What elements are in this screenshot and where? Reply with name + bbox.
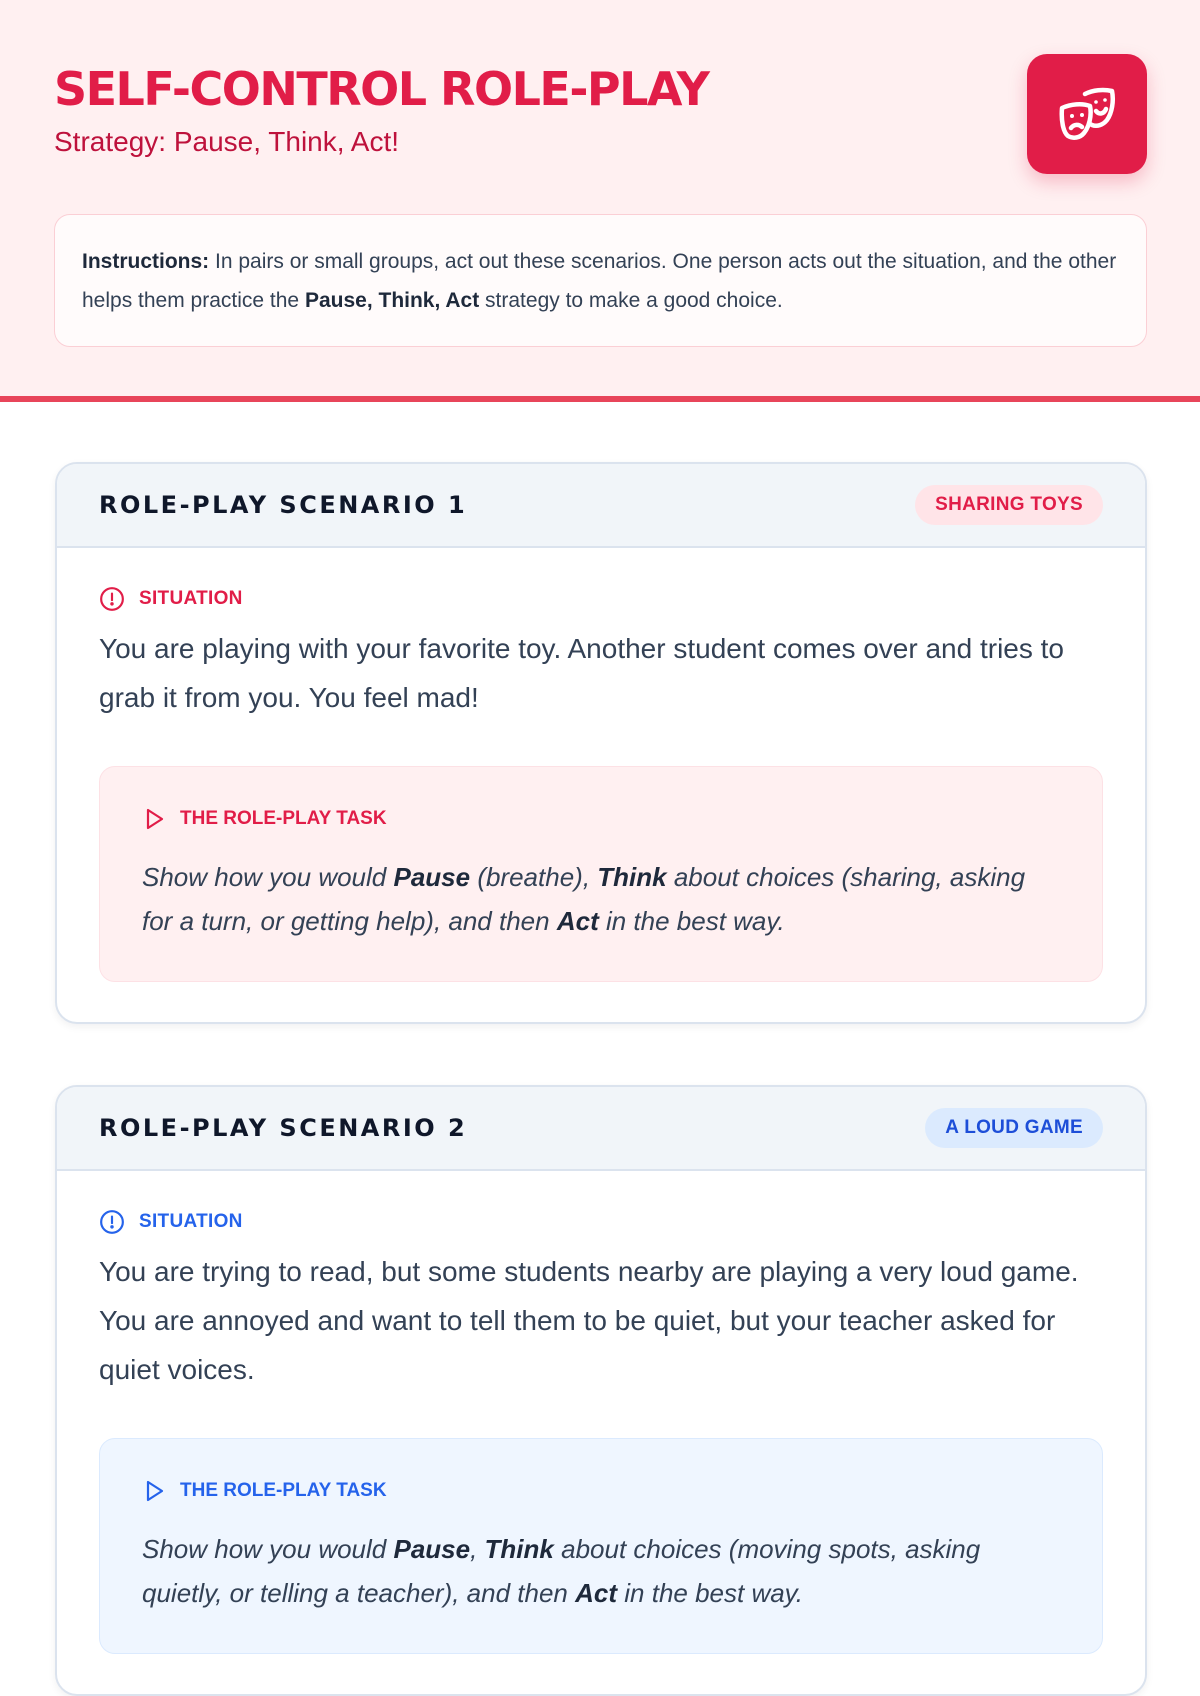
scenario-title: ROLE-PLAY SCENARIO 1 [99, 491, 468, 519]
task-text [142, 1527, 1060, 1615]
page-subtitle: Strategy: Pause, Think, Act! [54, 126, 399, 157]
task-text-part: (breathe), [470, 862, 598, 892]
instructions-text-a: In pairs or small groups, act out these scenarios. One person acts out the situation, and the other helps them practice the [82, 250, 1117, 312]
page-header [0, 0, 1200, 402]
situation-label: SITUATION [139, 1211, 243, 1232]
logo-tile [1027, 54, 1147, 174]
task-heading [142, 807, 1060, 831]
play-icon [142, 1479, 166, 1503]
task-text-part: in the best way. [617, 1578, 803, 1608]
situation-heading [99, 1209, 1103, 1235]
task-text-part: about choices (sharing, asking for a turn, or getting help), and then [142, 862, 1026, 936]
task-keyword-think: Think [484, 1534, 554, 1564]
task-text-part: about choices (moving spots, asking quietly, or telling a teacher), and then [142, 1534, 981, 1608]
role-play-task-box [99, 766, 1103, 982]
alert-circle-icon [99, 586, 125, 612]
task-text-part: Show how you would [142, 1534, 394, 1564]
situation-heading [99, 586, 1103, 612]
instructions-strategy: Pause, Think, Act [304, 289, 480, 312]
page-title: SELF-CONTROL ROLE-PLAY [54, 62, 709, 116]
scenario-card-2 [55, 1085, 1147, 1696]
scenario-card-header [57, 464, 1145, 548]
alert-circle-icon [99, 1209, 125, 1235]
situation-label: SITUATION [139, 588, 243, 609]
task-label: THE ROLE-PLAY TASK [180, 808, 387, 829]
situation-text: You are playing with your favorite toy. Another student comes over and tries to grab it from you. You feel mad! [99, 633, 1064, 713]
task-keyword-think: Think [597, 862, 667, 892]
scenario-card-1 [55, 462, 1147, 1024]
task-text [142, 855, 1060, 943]
scenario-card-body [57, 1171, 1145, 1694]
theater-masks-icon [1055, 82, 1119, 146]
task-keyword-act: Act [556, 906, 599, 936]
instructions-label: Instructions: [82, 250, 210, 273]
task-text-part: , [470, 1534, 485, 1564]
scenario-title: ROLE-PLAY SCENARIO 2 [99, 1114, 468, 1142]
scenario-card-body [57, 548, 1145, 1022]
task-keyword-pause: Pause [393, 862, 471, 892]
play-icon [142, 807, 166, 831]
scenario-tag-badge: SHARING TOYS [915, 485, 1103, 525]
task-label: THE ROLE-PLAY TASK [180, 1480, 387, 1501]
task-keyword-pause: Pause [393, 1534, 471, 1564]
task-text-part: in the best way. [598, 906, 785, 936]
task-heading [142, 1479, 1060, 1503]
scenario-card-header [57, 1087, 1145, 1171]
scenario-tag-badge: A LOUD GAME [925, 1108, 1103, 1148]
task-keyword-act: Act [575, 1578, 618, 1608]
instructions-box [54, 214, 1147, 347]
role-play-task-box [99, 1438, 1103, 1654]
task-text-part: Show how you would [142, 862, 394, 892]
instructions-text-b: strategy to make a good choice. [479, 289, 783, 312]
situation-text: You are trying to read, but some students nearby are playing a very loud game. You are annoyed and want to tell them to be quiet, but your teacher asked for quiet voices. [99, 1256, 1079, 1385]
